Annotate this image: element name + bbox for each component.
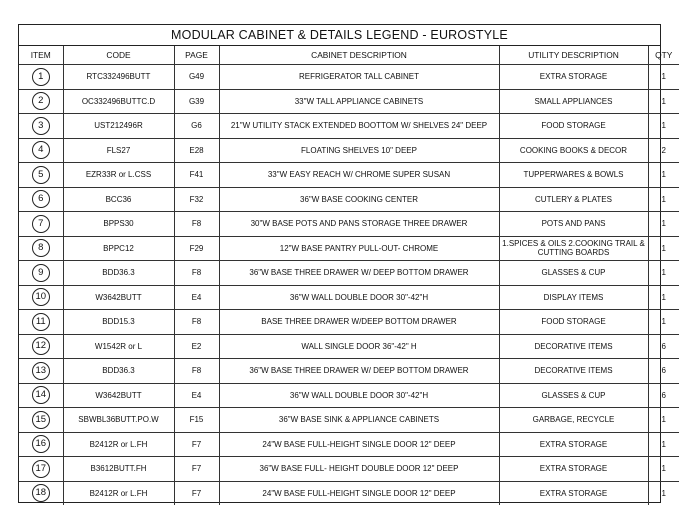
page-cell: E2 bbox=[174, 334, 219, 359]
utility-description-cell: GARBAGE, RECYCLE bbox=[499, 408, 648, 433]
table-row bbox=[19, 432, 679, 457]
item-number-circle: 14 bbox=[32, 386, 50, 404]
utility-description-cell: COOKING BOOKS & DECOR bbox=[499, 138, 648, 163]
utility-description-cell: EXTRA STORAGE bbox=[499, 481, 648, 505]
table-row bbox=[19, 359, 679, 384]
item-number-circle: 10 bbox=[32, 288, 50, 306]
cabinet-description-cell: 36"W WALL DOUBLE DOOR 30"-42"H bbox=[219, 285, 499, 310]
page-cell: F15 bbox=[174, 408, 219, 433]
page-cell: F8 bbox=[174, 310, 219, 335]
item-cell bbox=[19, 261, 63, 286]
header-cabinet-description: CABINET DESCRIPTION bbox=[219, 46, 499, 65]
item-cell bbox=[19, 408, 63, 433]
cabinet-description-cell: 12"W BASE PANTRY PULL-OUT- CHROME bbox=[219, 236, 499, 261]
qty-cell: 2 bbox=[648, 138, 679, 163]
cabinet-description-cell: 36"W BASE SINK & APPLIANCE CABINETS bbox=[219, 408, 499, 433]
code-cell: UST212496R bbox=[63, 114, 174, 139]
table-row bbox=[19, 285, 679, 310]
cabinet-description-cell: 36"W WALL DOUBLE DOOR 30"-42"H bbox=[219, 383, 499, 408]
qty-cell: 1 bbox=[648, 187, 679, 212]
table-row bbox=[19, 408, 679, 433]
page-cell: F7 bbox=[174, 481, 219, 505]
cabinet-description-cell: 36"W BASE THREE DRAWER W/ DEEP BOTTOM DRAWER bbox=[219, 359, 499, 384]
utility-description-cell: GLASSES & CUP bbox=[499, 383, 648, 408]
item-number-circle: 4 bbox=[32, 141, 50, 159]
table-row bbox=[19, 89, 679, 114]
item-number-circle: 1 bbox=[32, 68, 50, 86]
item-cell bbox=[19, 334, 63, 359]
code-cell: W3642BUTT bbox=[63, 383, 174, 408]
item-cell bbox=[19, 187, 63, 212]
qty-cell: 1 bbox=[648, 236, 679, 261]
page-cell: G39 bbox=[174, 89, 219, 114]
table-body bbox=[19, 65, 679, 506]
legend-table bbox=[19, 46, 679, 505]
item-number-circle: 11 bbox=[32, 313, 50, 331]
table-row bbox=[19, 65, 679, 90]
item-number-circle: 8 bbox=[32, 239, 50, 257]
table-row bbox=[19, 334, 679, 359]
header-row bbox=[19, 46, 679, 65]
cabinet-description-cell: 36"W BASE COOKING CENTER bbox=[219, 187, 499, 212]
utility-description-cell: FOOD STORAGE bbox=[499, 310, 648, 335]
header-qty: QTY bbox=[648, 46, 679, 65]
utility-description-cell: FOOD STORAGE bbox=[499, 114, 648, 139]
code-cell: EZR33R or L.CSS bbox=[63, 163, 174, 188]
code-cell: B2412R or L.FH bbox=[63, 432, 174, 457]
item-number-circle: 3 bbox=[32, 117, 50, 135]
code-cell: BDD36.3 bbox=[63, 359, 174, 384]
code-cell: OC332496BUTTC.D bbox=[63, 89, 174, 114]
item-cell bbox=[19, 457, 63, 482]
table-row bbox=[19, 187, 679, 212]
cabinet-description-cell: 36"W BASE THREE DRAWER W/ DEEP BOTTOM DRAWER bbox=[219, 261, 499, 286]
page-cell: F8 bbox=[174, 261, 219, 286]
utility-description-cell: POTS AND PANS bbox=[499, 212, 648, 237]
item-number-circle: 2 bbox=[32, 92, 50, 110]
item-cell bbox=[19, 359, 63, 384]
qty-cell: 1 bbox=[648, 212, 679, 237]
qty-cell: 1 bbox=[648, 408, 679, 433]
table-row bbox=[19, 481, 679, 505]
item-number-circle: 15 bbox=[32, 411, 50, 429]
item-number-circle: 9 bbox=[32, 264, 50, 282]
item-cell bbox=[19, 65, 63, 90]
page-cell: F8 bbox=[174, 212, 219, 237]
header-item: ITEM bbox=[19, 46, 63, 65]
code-cell: BCC36 bbox=[63, 187, 174, 212]
code-cell: W3642BUTT bbox=[63, 285, 174, 310]
item-cell bbox=[19, 481, 63, 505]
cabinet-description-cell: 21"W UTILITY STACK EXTENDED BOOTTOM W/ SHELVES 24" DEEP bbox=[219, 114, 499, 139]
legend-sheet bbox=[18, 24, 673, 503]
cabinet-description-cell: 24"W BASE FULL-HEIGHT SINGLE DOOR 12" DEEP bbox=[219, 432, 499, 457]
utility-description-cell: EXTRA STORAGE bbox=[499, 432, 648, 457]
cabinet-description-cell: 24"W BASE FULL-HEIGHT SINGLE DOOR 12" DEEP bbox=[219, 481, 499, 505]
utility-description-cell: GLASSES & CUP bbox=[499, 261, 648, 286]
qty-cell: 1 bbox=[648, 89, 679, 114]
item-cell bbox=[19, 285, 63, 310]
utility-description-cell: TUPPERWARES & BOWLS bbox=[499, 163, 648, 188]
code-cell: BDD36.3 bbox=[63, 261, 174, 286]
item-number-circle: 7 bbox=[32, 215, 50, 233]
item-number-circle: 6 bbox=[32, 190, 50, 208]
item-cell bbox=[19, 432, 63, 457]
header-page: PAGE bbox=[174, 46, 219, 65]
item-cell bbox=[19, 163, 63, 188]
item-cell bbox=[19, 236, 63, 261]
table-row bbox=[19, 383, 679, 408]
item-number-circle: 18 bbox=[32, 484, 50, 502]
table-row bbox=[19, 163, 679, 188]
cabinet-description-cell: REFRIGERATOR TALL CABINET bbox=[219, 65, 499, 90]
utility-description-cell: DISPLAY ITEMS bbox=[499, 285, 648, 310]
table-row bbox=[19, 310, 679, 335]
page-cell: F32 bbox=[174, 187, 219, 212]
qty-cell: 1 bbox=[648, 65, 679, 90]
item-number-circle: 16 bbox=[32, 435, 50, 453]
code-cell: B2412R or L.FH bbox=[63, 481, 174, 505]
item-number-circle: 13 bbox=[32, 362, 50, 380]
table-row bbox=[19, 236, 679, 261]
page-cell: E28 bbox=[174, 138, 219, 163]
item-cell bbox=[19, 138, 63, 163]
table-row bbox=[19, 261, 679, 286]
page-cell: F29 bbox=[174, 236, 219, 261]
item-cell bbox=[19, 114, 63, 139]
qty-cell: 6 bbox=[648, 334, 679, 359]
code-cell: RTC332496BUTT bbox=[63, 65, 174, 90]
qty-cell: 1 bbox=[648, 457, 679, 482]
page-cell: F41 bbox=[174, 163, 219, 188]
code-cell: W1542R or L bbox=[63, 334, 174, 359]
cabinet-description-cell: 36"W BASE FULL- HEIGHT DOUBLE DOOR 12" DEEP bbox=[219, 457, 499, 482]
cabinet-description-cell: FLOATING SHELVES 10" DEEP bbox=[219, 138, 499, 163]
qty-cell: 1 bbox=[648, 114, 679, 139]
qty-cell: 1 bbox=[648, 481, 679, 505]
cabinet-description-cell: 30"W BASE POTS AND PANS STORAGE THREE DRAWER bbox=[219, 212, 499, 237]
qty-cell: 1 bbox=[648, 163, 679, 188]
item-number-circle: 17 bbox=[32, 460, 50, 478]
table-row bbox=[19, 212, 679, 237]
cabinet-description-cell: 33"W EASY REACH W/ CHROME SUPER SUSAN bbox=[219, 163, 499, 188]
item-cell bbox=[19, 212, 63, 237]
page-cell: F8 bbox=[174, 359, 219, 384]
qty-cell: 1 bbox=[648, 432, 679, 457]
table-row bbox=[19, 138, 679, 163]
item-number-circle: 5 bbox=[32, 166, 50, 184]
header-code: CODE bbox=[63, 46, 174, 65]
utility-description-cell: DECORATIVE ITEMS bbox=[499, 334, 648, 359]
item-cell bbox=[19, 89, 63, 114]
item-number-circle: 12 bbox=[32, 337, 50, 355]
utility-description-cell: 1.SPICES & OILS 2.COOKING TRAIL & CUTTING BOARDS bbox=[499, 236, 648, 261]
qty-cell: 1 bbox=[648, 285, 679, 310]
page-cell: G6 bbox=[174, 114, 219, 139]
page-cell: E4 bbox=[174, 383, 219, 408]
item-cell bbox=[19, 310, 63, 335]
utility-description-cell: SMALL APPLIANCES bbox=[499, 89, 648, 114]
code-cell: BDD15.3 bbox=[63, 310, 174, 335]
qty-cell: 6 bbox=[648, 359, 679, 384]
cabinet-description-cell: WALL SINGLE DOOR 36"-42" H bbox=[219, 334, 499, 359]
item-cell bbox=[19, 383, 63, 408]
qty-cell: 1 bbox=[648, 310, 679, 335]
utility-description-cell: DECORATIVE ITEMS bbox=[499, 359, 648, 384]
page-cell: E4 bbox=[174, 285, 219, 310]
header-utility-description: UTILITY DESCRIPTION bbox=[499, 46, 648, 65]
cabinet-description-cell: 33"W TALL APPLIANCE CABINETS bbox=[219, 89, 499, 114]
table-row bbox=[19, 457, 679, 482]
page-cell: F7 bbox=[174, 457, 219, 482]
legend-title: MODULAR CABINET & DETAILS LEGEND - EUROSTYLE bbox=[19, 25, 660, 46]
qty-cell: 6 bbox=[648, 383, 679, 408]
page-cell: G49 bbox=[174, 65, 219, 90]
code-cell: B3612BUTT.FH bbox=[63, 457, 174, 482]
code-cell: BPPC12 bbox=[63, 236, 174, 261]
qty-cell: 1 bbox=[648, 261, 679, 286]
table-row bbox=[19, 114, 679, 139]
page-cell: F7 bbox=[174, 432, 219, 457]
utility-description-cell: EXTRA STORAGE bbox=[499, 457, 648, 482]
code-cell: SBWBL36BUTT.PO.W bbox=[63, 408, 174, 433]
utility-description-cell: EXTRA STORAGE bbox=[499, 65, 648, 90]
cabinet-description-cell: BASE THREE DRAWER W/DEEP BOTTOM DRAWER bbox=[219, 310, 499, 335]
code-cell: BPPS30 bbox=[63, 212, 174, 237]
utility-description-cell: CUTLERY & PLATES bbox=[499, 187, 648, 212]
code-cell: FLS27 bbox=[63, 138, 174, 163]
